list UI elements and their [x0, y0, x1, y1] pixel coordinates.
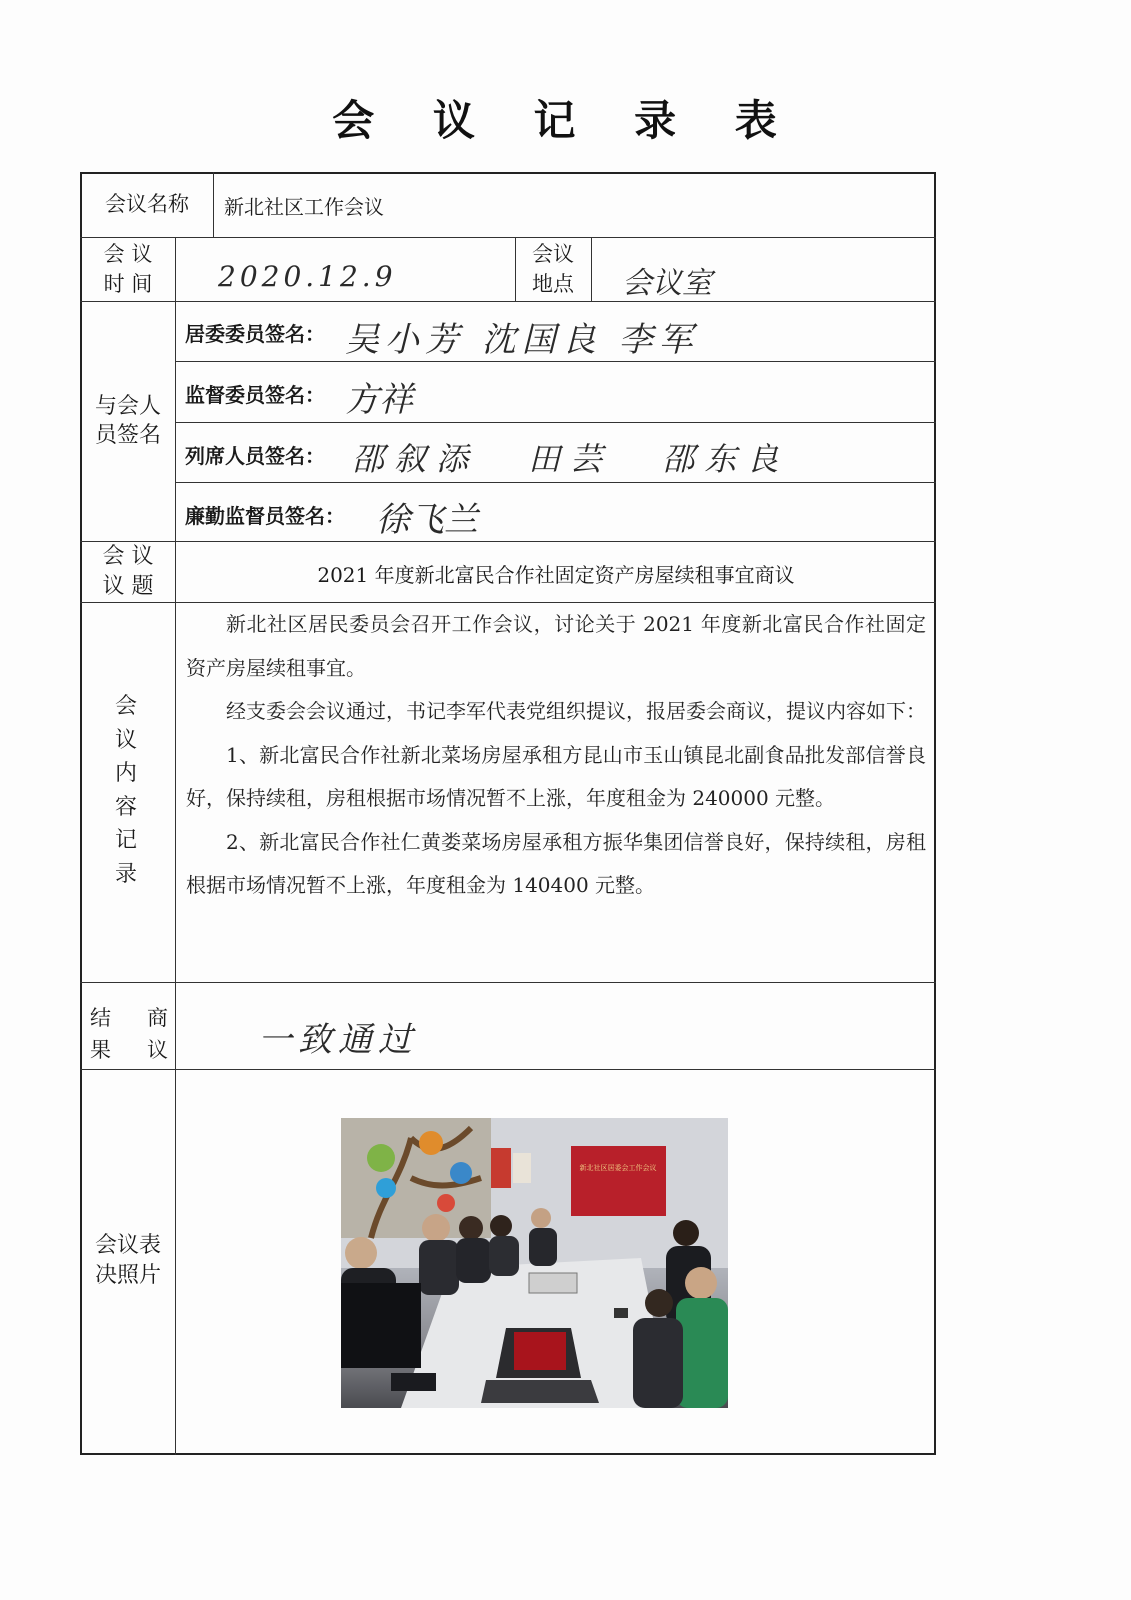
meeting-photo [341, 1118, 728, 1408]
topic-value: 2021 年度新北富民合作社固定资产房屋续租事宜商议 [317, 563, 795, 587]
row-divider [175, 361, 936, 362]
meeting-place-label: 会议 地点 [532, 242, 574, 296]
content-paragraph: 2、新北富民合作社仁黄娄菜场房屋承租方振华集团信誉良好，保持续租，房租根据市场情况暂不上涨，年度租金为 140400 元整。 [186, 829, 926, 897]
row-divider [80, 301, 936, 302]
observer-signature-label: 列席人员签名： [185, 444, 325, 468]
content-paragraph: 1、新北富民合作社新北菜场房屋承租方昆山市玉山镇昆北副食品批发部信誉良好，保持续租，房租根据市场情况暂不上涨，年度租金为 240000 元整。 [186, 742, 926, 810]
projector-screen-text: 新北社区居委会工作会议 [579, 1164, 657, 1172]
row-divider [80, 541, 936, 542]
integrity-signature: 徐飞兰 [376, 500, 478, 540]
meeting-name-value: 新北社区工作会议 [224, 195, 384, 219]
content-paragraph: 新北社区居民委员会召开工作会议，讨论关于 2021 年度新北富民合作社固定资产房屋续租事宜。 [186, 612, 926, 680]
committee-signatures: 吴小芳 沈国良 李军 [345, 320, 699, 360]
column-divider [515, 237, 516, 301]
content-record [186, 603, 926, 908]
result-label: 结 商 果 议 [90, 1006, 168, 1062]
column-divider [591, 237, 592, 301]
content-label: 会 议 内 容 记 录 [114, 694, 137, 887]
row-divider [80, 1069, 936, 1070]
meeting-time-value: 2020.12.9 [218, 260, 397, 293]
meeting-place-value: 会议室 [622, 266, 712, 301]
row-divider [80, 982, 936, 983]
supervisory-signature-label: 监督委员签名： [185, 383, 325, 407]
photo-label: 会议表 决照片 [94, 1233, 161, 1288]
row-divider [80, 237, 936, 238]
document-title: 会 议 记 录 表 [332, 96, 799, 145]
meeting-time-label: 会 议 时 间 [103, 242, 153, 296]
observer-signatures: 邵叙添 田芸 邵东良 [352, 440, 789, 478]
meeting-photo-image [341, 1118, 728, 1408]
topic-label: 会 议 议 题 [102, 544, 154, 599]
integrity-signature-label: 廉勤监督员签名： [185, 504, 345, 528]
content-paragraph: 经支委会会议通过，书记李军代表党组织提议，报居委会商议，提议内容如下： [226, 699, 926, 723]
column-divider [213, 172, 214, 237]
committee-signature-label: 居委委员签名： [185, 322, 325, 346]
attendees-label: 与会人 员签名 [94, 394, 161, 448]
row-divider [175, 422, 936, 423]
column-divider [175, 237, 176, 1455]
supervisory-signature: 方祥 [345, 380, 413, 420]
result-value: 一致通过 [258, 1020, 418, 1060]
meeting-name-label: 会议名称 [105, 192, 189, 216]
row-divider [175, 482, 936, 483]
